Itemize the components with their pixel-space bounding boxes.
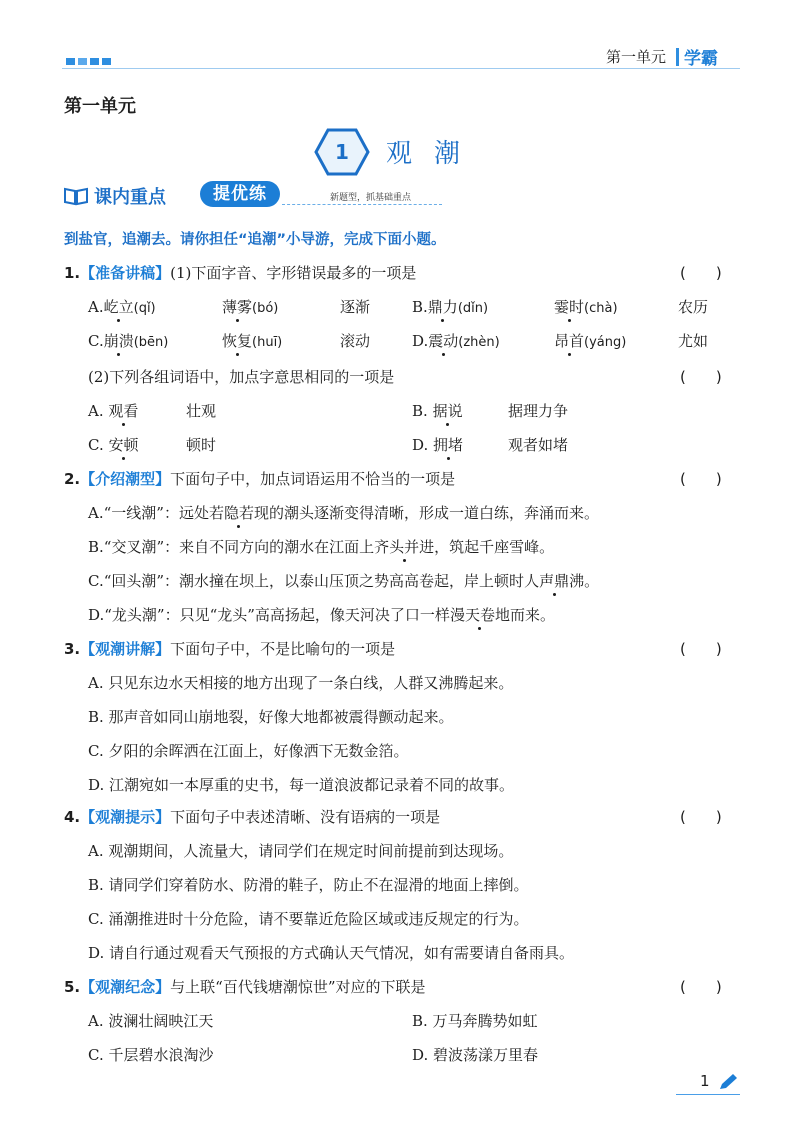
marked-phrase: 人声鼎沸 xyxy=(524,572,585,590)
header-decoration xyxy=(90,58,99,65)
option-text: A.“一线潮”：远处 xyxy=(88,504,209,522)
option-b[interactable] xyxy=(88,536,554,557)
header-rule xyxy=(62,68,740,69)
brand-logo: 学霸 xyxy=(684,49,718,69)
question-number: 3. xyxy=(64,640,81,658)
option-c[interactable] xyxy=(88,330,168,351)
option-b[interactable]: B. 据说 xyxy=(412,402,463,420)
option-word: 安顿 xyxy=(108,436,139,454)
option-a-word: 壮观 xyxy=(186,402,217,420)
question-text: 下面句子中，不是比喻句的一项是 xyxy=(170,640,396,658)
question-number: 5. xyxy=(64,978,81,996)
option-c[interactable]: C. 安顿 xyxy=(88,436,139,454)
option-d[interactable] xyxy=(88,604,555,625)
lesson-title: 观潮 xyxy=(386,139,483,169)
book-icon xyxy=(63,186,89,206)
question-tag: 【观潮提示】 xyxy=(80,808,171,826)
option-c[interactable]: C. 夕阳的余晖洒在江面上，好像洒下无数金箔。 xyxy=(88,742,409,760)
option-b[interactable]: B. 那声音如同山崩地裂，好像大地都被震得颤动起来。 xyxy=(88,708,454,726)
option-b[interactable] xyxy=(412,296,488,317)
pinyin: (chà) xyxy=(584,301,618,316)
option-a[interactable]: A. 只见东边水天相接的地方出现了一条白线，人群又沸腾起来。 xyxy=(88,674,514,692)
option-d-word: 尤如 xyxy=(678,332,709,350)
option-a-word: 逐渐 xyxy=(340,298,371,316)
option-a[interactable] xyxy=(88,296,156,317)
question-text: 下面句子中，加点词语运用不恰当的一项是 xyxy=(170,470,456,488)
option-d[interactable]: D. 拥堵 xyxy=(412,436,464,454)
option-text: B.“交叉潮”：来自不同方向的潮水在江面上 xyxy=(88,538,375,556)
option-b[interactable]: B. 请同学们穿着防水、防滑的鞋子，防止不在湿滑的地面上摔倒。 xyxy=(88,876,529,894)
question-tag: 【准备讲稿】 xyxy=(80,264,171,282)
option-c[interactable] xyxy=(88,570,599,591)
option-a[interactable] xyxy=(88,502,599,523)
page-number: 1 xyxy=(700,1072,710,1090)
option-b-word xyxy=(554,296,618,317)
question-2-stem xyxy=(64,468,455,489)
pinyin: (qǐ) xyxy=(133,301,156,316)
option-c[interactable]: C. 千层碧水浪淘沙 xyxy=(88,1046,214,1064)
option-word: 霎时 xyxy=(554,298,585,316)
question-text: (1)下面字音、字形错误最多的一项是 xyxy=(170,264,417,282)
pinyin: (huī) xyxy=(252,335,283,350)
question-number: 4. xyxy=(64,808,81,826)
option-d[interactable]: D. 请自行通过观看天气预报的方式确认天气情况，如有需要请自备雨具。 xyxy=(88,944,575,962)
running-header-unit: 第一单元 xyxy=(606,48,667,66)
question-1-stem xyxy=(64,262,416,283)
option-b[interactable]: B. 万马奔腾势如虹 xyxy=(412,1012,538,1030)
option-d[interactable]: D. 碧波荡漾万里春 xyxy=(412,1046,539,1064)
marked-phrase: 漫天卷地 xyxy=(449,606,510,624)
option-word: 屹立 xyxy=(103,298,134,316)
option-text: 。 xyxy=(584,572,600,590)
option-d-word xyxy=(554,330,626,351)
answer-blank[interactable]: ( ) xyxy=(680,470,722,488)
header-decoration xyxy=(66,58,75,65)
pinyin: (yáng) xyxy=(584,335,627,350)
option-c-word: 顿时 xyxy=(186,436,217,454)
option-label: D. xyxy=(412,332,429,350)
footer-rule xyxy=(676,1094,740,1095)
question-number: 2. xyxy=(64,470,81,488)
option-a[interactable]: A. 观看 xyxy=(88,402,139,420)
option-a[interactable]: A. 波澜壮阔映江天 xyxy=(88,1012,214,1030)
option-word: 观看 xyxy=(108,402,139,420)
option-d[interactable]: D. 江潮宛如一本厚重的史书，每一道浪波都记录着不同的故事。 xyxy=(88,776,515,794)
option-word: 鼎力 xyxy=(427,298,458,316)
section-title: 课内重点 xyxy=(94,187,166,208)
unit-title: 第一单元 xyxy=(64,96,136,117)
question-tag: 【观潮纪念】 xyxy=(80,978,171,996)
header-decoration xyxy=(78,58,87,65)
option-text: ，筑起千座雪峰。 xyxy=(434,538,555,556)
option-text: D.“龙头潮”：只见“龙头”高高扬起，像天河决了口一样 xyxy=(88,606,450,624)
answer-blank[interactable]: ( ) xyxy=(680,368,722,386)
answer-blank[interactable]: ( ) xyxy=(680,640,722,658)
section-badge: 提优练 xyxy=(200,181,280,207)
option-label: C. xyxy=(88,332,104,350)
option-c-word: 滚动 xyxy=(340,332,371,350)
intro-text: 到盐官，追潮去。请你担任“追潮”小导游，完成下面小题。 xyxy=(64,232,446,248)
option-text: C.“回头潮”：潮水撞在坝上，以泰山压顶之势高高卷起，岸上顿时 xyxy=(88,572,525,590)
option-word: 恢复 xyxy=(222,332,253,350)
option-b-word: 据理力争 xyxy=(508,402,569,420)
question-1-part-2: (2)下列各组词语中，加点字意思相同的一项是 xyxy=(88,368,395,386)
pinyin: (zhèn) xyxy=(458,335,500,350)
section-divider xyxy=(282,204,442,205)
question-3-stem xyxy=(64,638,395,659)
option-b-word: 农历 xyxy=(678,298,709,316)
question-4-stem xyxy=(64,806,440,827)
option-word: 昂首 xyxy=(554,332,585,350)
question-text: 与上联“百代钱塘潮惊世”对应的下联是 xyxy=(170,978,426,996)
section-note: 新题型，抓基础重点 xyxy=(330,193,412,203)
pinyin: (bó) xyxy=(252,301,279,316)
option-a-word xyxy=(222,296,278,317)
question-5-stem xyxy=(64,976,426,997)
marked-phrase: 齐头并进 xyxy=(374,538,435,556)
pinyin: (bēn) xyxy=(133,335,169,350)
option-word: 崩溃 xyxy=(103,332,134,350)
option-d-word: 观者如堵 xyxy=(508,436,569,454)
question-number: 1. xyxy=(64,264,81,282)
option-label: B. xyxy=(412,298,428,316)
option-c-word xyxy=(222,330,282,351)
pen-icon xyxy=(716,1072,740,1092)
option-word: 薄雾 xyxy=(222,298,253,316)
answer-blank[interactable]: ( ) xyxy=(680,264,722,282)
option-text: 而来。 xyxy=(509,606,555,624)
answer-blank[interactable]: ( ) xyxy=(680,978,722,996)
question-text: 下面句子中表述清晰、没有语病的一项是 xyxy=(170,808,441,826)
option-label: A. xyxy=(88,298,104,316)
answer-blank[interactable]: ( ) xyxy=(680,808,722,826)
lesson-number: 1 xyxy=(335,140,349,164)
option-word: 据说 xyxy=(432,402,463,420)
pinyin: (dǐn) xyxy=(457,301,489,316)
question-tag: 【观潮讲解】 xyxy=(80,640,171,658)
option-c[interactable]: C. 涌潮推进时十分危险，请不要靠近危险区域或违反规定的行为。 xyxy=(88,910,529,928)
header-decoration xyxy=(102,58,111,65)
option-text: 的潮头逐渐变得清晰，形成一道白练，奔涌而来。 xyxy=(268,504,599,522)
header-divider xyxy=(676,48,679,66)
option-a[interactable]: A. 观潮期间，人流量大，请同学们在规定时间前提前到达现场。 xyxy=(88,842,514,860)
lesson-number-badge xyxy=(314,128,370,176)
option-word: 拥堵 xyxy=(433,436,464,454)
marked-phrase: 若隐若现 xyxy=(208,504,269,522)
option-d[interactable] xyxy=(412,330,500,351)
option-word: 震动 xyxy=(428,332,459,350)
question-tag: 【介绍潮型】 xyxy=(80,470,171,488)
